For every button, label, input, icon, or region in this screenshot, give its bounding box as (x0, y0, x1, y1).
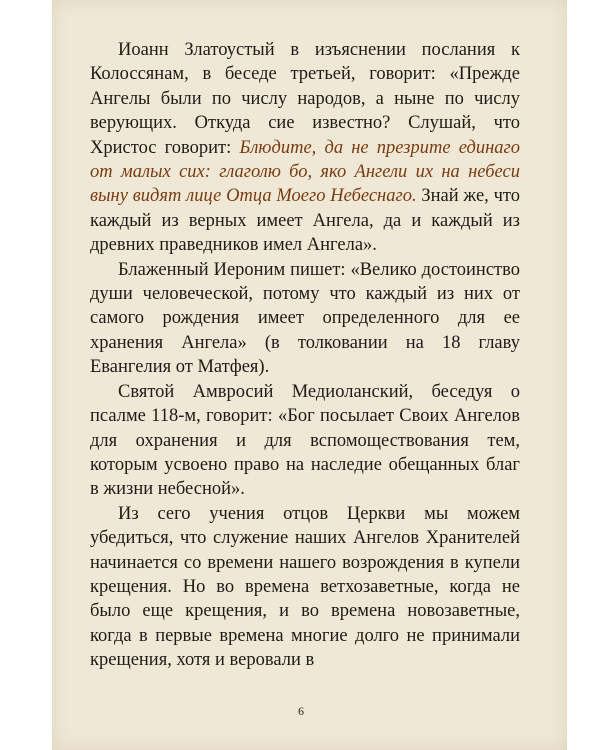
paragraph-church-fathers: Из сего учения отцов Церкви мы можем убедиться, что служение наших Ангелов Хранителей начинается со времени нашего возрождения в купели крещения. Но во времена ветхозаветные, когда не было еще крещения, и во времена новозаветные, когда в первые времена многие долго не принимали крещения, хотя и веровали в (90, 503, 520, 671)
page-number: 6 (298, 704, 304, 718)
paragraph-jerome: Блаженный Иероним пишет: «Велико достоинство души человеческой, потому что каждый из них от самого рождения имеет определенного для ее хранения Ангела» (в толковании на 18 главу Евангелия от Матфея). (90, 259, 520, 378)
paragraph-chrysostom (90, 38, 520, 258)
gospel-quote: Блюдите, да не презрите единаго от малых сих: глаголю бо, яко Ангели их на небеси выну видят лице Отца Моего Небеснаго. (90, 137, 520, 207)
paragraph-chrysostom-ending: Знай же, что каждый из верных имеет Ангела, да и каждый из древних праведников имел Ангела». (90, 186, 520, 256)
paragraph-ambrose: Святой Амвросий Медиоланский, беседуя о псалме 118-м, говорит: «Бог посылает Своих Ангелов для охранения и для вспомоществования тем, которым усвоено право на наследие обещанных благ в жизни небесной». (90, 381, 520, 500)
paragraph-chrysostom-intro: Иоанн Златоустый в изъяснении послания к Колоссянам, в беседе третьей, говорит: «Прежде Ангелы были по числу народов, а ныне по числу верующих. Откуда сие известно? Слушай, что Христос говорит: (90, 40, 520, 158)
page-body-text (90, 38, 520, 673)
